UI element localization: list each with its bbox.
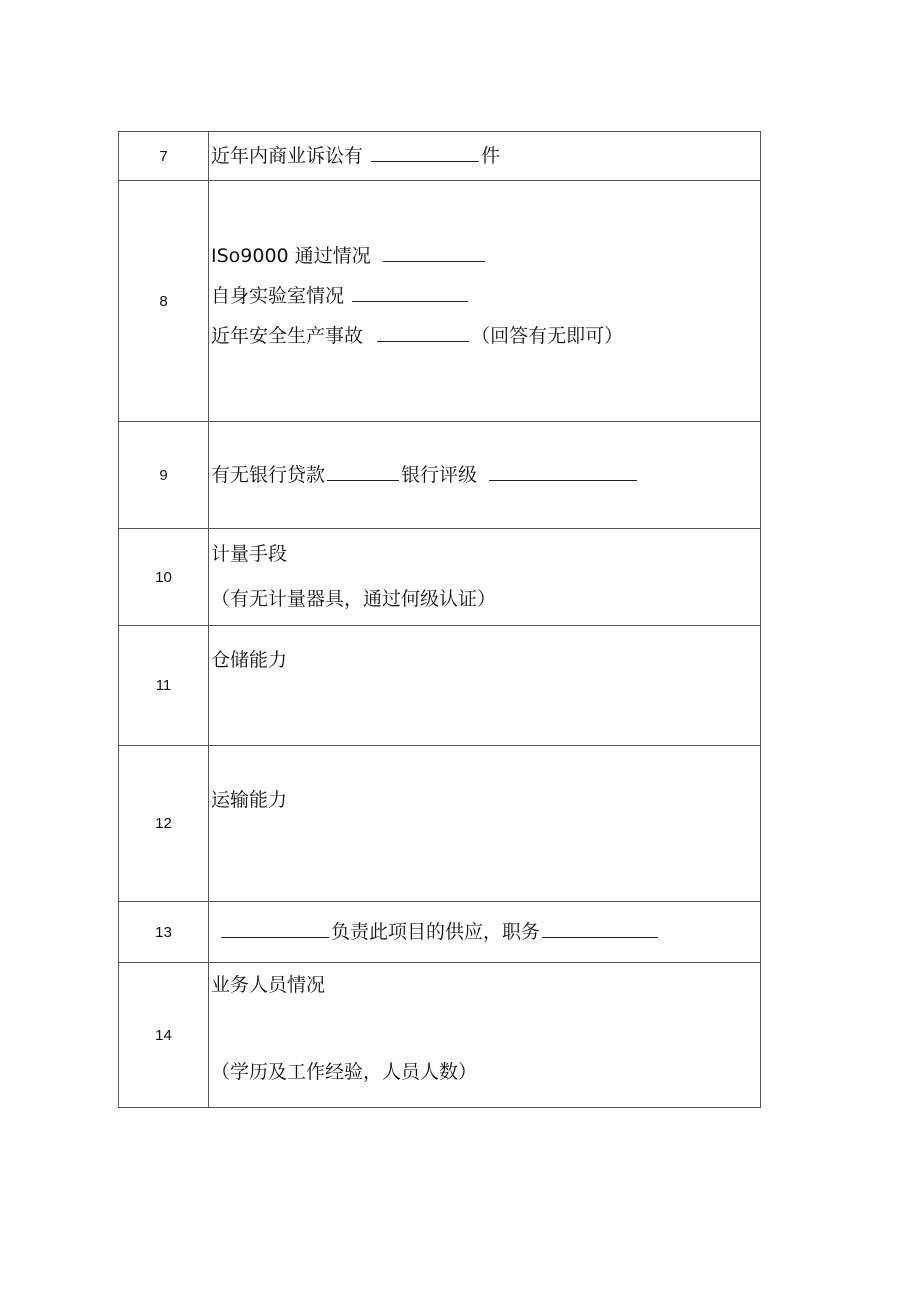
table-row [119, 902, 761, 963]
field-unit: 件 [481, 145, 501, 168]
blank-field-position[interactable] [542, 919, 658, 938]
field-label: 近年安全生产事故 [211, 324, 364, 347]
row-number: 12 [119, 746, 209, 902]
blank-field-responsible-person[interactable] [221, 919, 329, 938]
blank-field-accidents[interactable] [377, 323, 469, 342]
field-label: ISo9000 通过情况 [211, 245, 371, 268]
field-label: 有无银行贷款 [211, 464, 326, 487]
field-label: 负责此项目的供应，职务 [331, 921, 541, 944]
row-content [209, 422, 761, 529]
field-note: （回答有无即可） [471, 324, 624, 347]
field-label: 银行评级 [401, 464, 478, 487]
row-content [209, 181, 761, 422]
table-row [119, 746, 761, 902]
table-row [119, 132, 761, 181]
blank-field-lawsuits[interactable] [371, 143, 479, 162]
supplier-info-table [118, 131, 761, 1108]
blank-field-bank-loan[interactable] [327, 462, 399, 481]
field-label: 近年内商业诉讼有 [211, 145, 364, 168]
blank-field-lab[interactable] [352, 283, 468, 302]
row-number: 8 [119, 181, 209, 422]
row-number: 10 [119, 529, 209, 626]
field-note: （学历及工作经验，人员人数） [211, 1060, 478, 1083]
table-row [119, 529, 761, 626]
row-content [209, 529, 761, 626]
table-row [119, 963, 761, 1108]
row-number: 14 [119, 963, 209, 1108]
table-row [119, 626, 761, 746]
row-number: 11 [119, 626, 209, 746]
blank-field-bank-rating[interactable] [489, 462, 637, 481]
field-label: 计量手段 [211, 543, 288, 566]
field-label: 仓储能力 [211, 649, 288, 671]
row-content [209, 626, 761, 746]
table-row [119, 422, 761, 529]
blank-field-iso9000[interactable] [383, 243, 485, 262]
field-note: （有无计量器具，通过何级认证） [211, 588, 497, 610]
row-number: 9 [119, 422, 209, 529]
row-content [209, 746, 761, 902]
field-label: 自身实验室情况 [211, 285, 345, 308]
row-content [209, 132, 761, 181]
row-number: 7 [119, 132, 209, 181]
row-content [209, 963, 761, 1108]
field-label: 业务人员情况 [211, 974, 326, 996]
field-label: 运输能力 [211, 789, 288, 811]
table-row [119, 181, 761, 422]
row-number: 13 [119, 902, 209, 963]
row-content [209, 902, 761, 963]
